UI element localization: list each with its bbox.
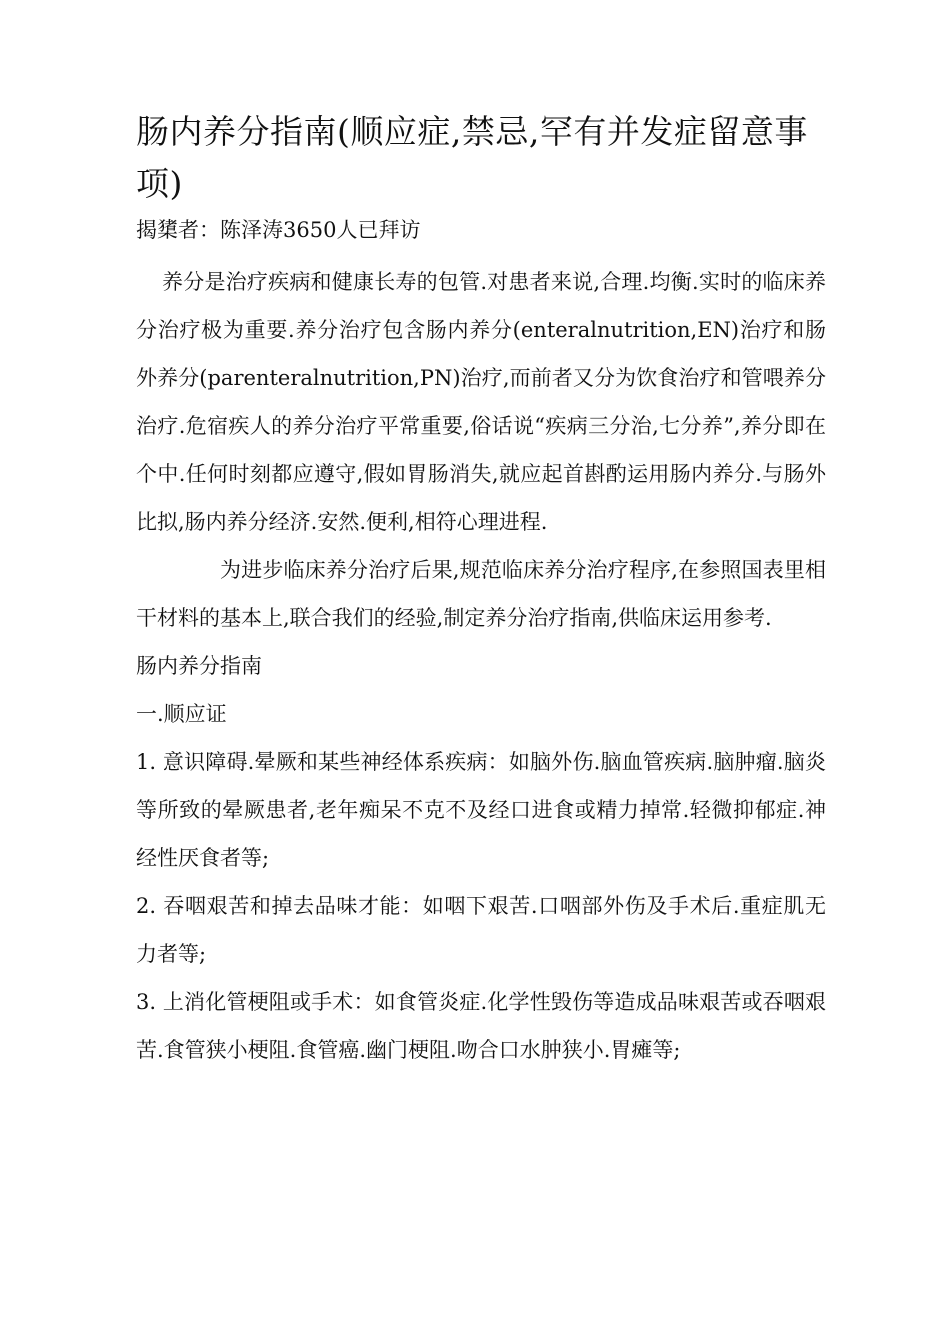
list-item: 3. 上消化管梗阻或手术：如食管炎症.化学性毁伤等造成品味艰苦或吞咽艰苦.食管狭小梗阻.食管癌.幽门梗阻.吻合口水肿狭小.胃瘫等;	[136, 990, 826, 1062]
list-item: 1. 意识障碍.晕厥和某些神经体系疾病：如脑外伤.脑血管疾病.脑肿瘤.脑炎等所致的晕厥患者,老年痴呆不克不及经口进食或精力掉常.轻微抑郁症.神经性厌食者等;	[136, 750, 826, 870]
purpose-paragraph: 为进步临床养分治疗后果,规范临床养分治疗程序,在参照国表里相干材料的基本上,联合我们的经验,制定养分治疗指南,供临床运用参考.	[136, 558, 826, 630]
section-heading: 肠内养分指南	[136, 654, 262, 678]
document-body	[136, 258, 826, 1074]
author-byline: 揭橥者：陈泽涛3650人已拜访	[136, 218, 421, 242]
list-item: 2. 吞咽艰苦和掉去品味才能：如咽下艰苦.口咽部外伤及手术后.重症肌无力者等;	[136, 894, 826, 966]
intro-paragraph: 养分是治疗疾病和健康长寿的包管.对患者来说,合理.均衡.实时的临床养分治疗极为重要.养分治疗包含肠内养分(enteralnutrition,EN)治疗和肠外养分(parenteralnutrition,PN)治疗,而前者又分为饮食治疗和管喂养分治疗.危宿疾人的养分治疗平常重要,俗话说“疾病三分治,七分养”,养分即在个中.任何时刻都应遵守,假如胃肠消失,就应起首斟酌运用肠内养分.与肠外比拟,肠内养分经济.安然.便利,相符心理进程.	[136, 270, 826, 534]
document-title: 肠内养分指南(顺应症,禁忌,罕有并发症留意事项)	[136, 112, 808, 203]
subsection-heading: 一.顺应证	[136, 702, 227, 726]
